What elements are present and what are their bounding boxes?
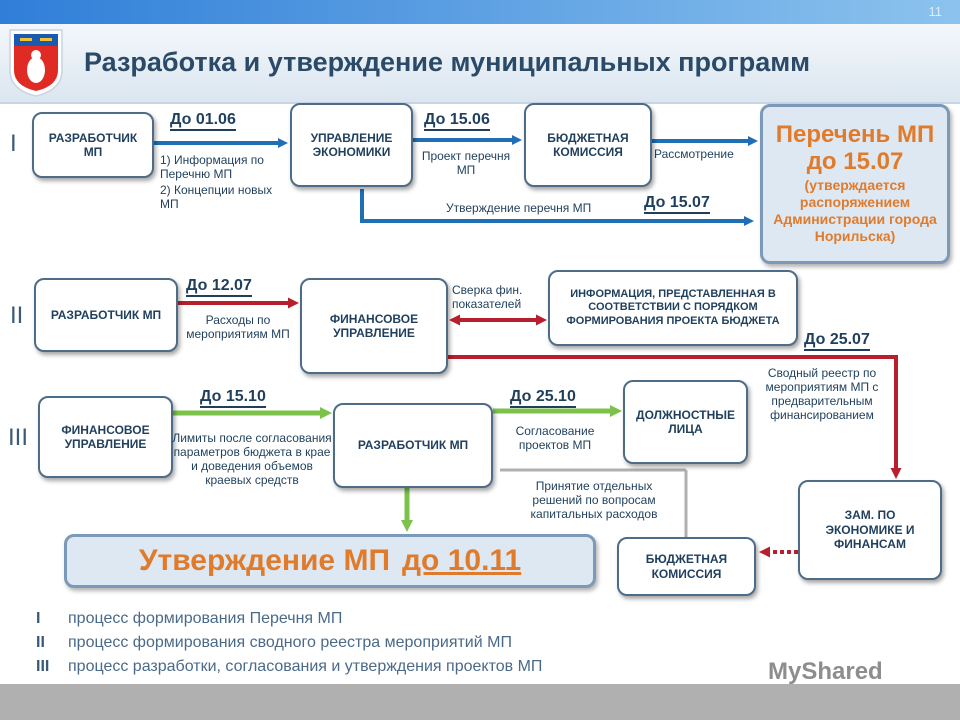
stage-1-label: I	[10, 130, 17, 157]
s2-expenses-label: Расходы по мероприятиям МП	[186, 313, 290, 341]
s3-final-prefix: Утверждение МП	[138, 544, 391, 577]
s2-developer-box: РАЗРАБОТЧИК МП	[34, 278, 178, 352]
s2-check-label: Сверка фин. показателей	[452, 283, 523, 311]
s1-info-item-1: 1) Информация по Перечню МП	[160, 153, 264, 181]
s1-date-1507: До 15.07	[644, 194, 710, 214]
legend-row-2	[36, 634, 512, 652]
s3-agree-label: Согласование проектов МП	[515, 424, 595, 452]
slide-number: 11	[928, 4, 942, 19]
s3-decisions-label: Принятие отдельных решений по вопросам капитальных расходов	[530, 479, 658, 521]
s1-result-subtitle: (утверждается распоряжением Администрации города Норильска)	[773, 177, 937, 244]
s3-developer-box: РАЗРАБОТЧИК МП	[333, 403, 493, 488]
s1-date-1506: До 15.06	[424, 111, 490, 131]
s3-limits-label: Лимиты после согласования параметров бюджета в крае и доведения объемов краевых средств	[172, 431, 332, 487]
s3-officials-box: ДОЛЖНОСТНЫЕ ЛИЦА	[623, 380, 748, 464]
s3-final-approval-box	[64, 534, 596, 588]
s1-budget-commission-box: БЮДЖЕТНАЯ КОМИССИЯ	[524, 103, 652, 187]
stage-3-label: III	[8, 424, 29, 451]
s1-result-box	[760, 104, 950, 264]
legend-row-1	[36, 610, 342, 628]
s2-registry-label: Сводный реестр по мероприятиям МП с предварительным финансированием	[765, 366, 879, 422]
s3-deputy-box: ЗАМ. ПО ЭКОНОМИКЕ И ФИНАНСАМ	[798, 480, 942, 580]
s2-info-box: ИНФОРМАЦИЯ, ПРЕДСТАВЛЕННАЯ В СООТВЕТСТВИИ С ПОРЯДКОМ ФОРМИРОВАНИЯ ПРОЕКТА БЮДЖЕТА	[548, 270, 798, 346]
legend-num-1: I	[36, 610, 41, 627]
legend-text-1: процесс формирования Перечня МП	[68, 610, 343, 627]
stage-2-label: II	[10, 302, 24, 329]
s1-developer-box: РАЗРАБОТЧИК МП	[32, 112, 154, 178]
s1-info-item-2: 2) Концепции новых МП	[160, 183, 273, 211]
legend-num-3: III	[36, 658, 50, 675]
s2-finance-box: ФИНАНСОВОЕ УПРАВЛЕНИЕ	[300, 278, 448, 374]
s1-approve-list-label: Утверждение перечня МП	[446, 201, 592, 215]
bottom-bar	[0, 684, 960, 720]
s1-review-label: Рассмотрение	[654, 147, 734, 161]
s3-budget-commission-box: БЮДЖЕТНАЯ КОМИССИЯ	[617, 537, 756, 596]
s2-date-2507: До 25.07	[804, 331, 870, 351]
page-title: Разработка и утверждение муниципальных программ	[84, 47, 811, 77]
legend-text-3: процесс разработки, согласования и утверждения проектов МП	[68, 658, 543, 675]
s1-project-label: Проект перечня МП	[421, 149, 511, 177]
legend-text-2: процесс формирования сводного реестра мероприятий МП	[68, 634, 512, 651]
s1-date-0106: До 01.06	[170, 111, 236, 131]
s2-date-1207: До 12.07	[186, 277, 252, 297]
s1-result-title: Перечень МП до 15.07	[775, 121, 935, 175]
s3-date-1510: До 15.10	[200, 388, 266, 408]
watermark: MyShared	[768, 658, 883, 685]
legend-row-3	[36, 658, 542, 676]
legend-num-2: II	[36, 634, 45, 651]
s1-economy-box: УПРАВЛЕНИЕ ЭКОНОМИКИ	[290, 103, 413, 187]
s3-finance-box: ФИНАНСОВОЕ УПРАВЛЕНИЕ	[38, 396, 173, 478]
s3-date-2510: До 25.10	[510, 388, 576, 408]
s3-final-date: до 10.11	[402, 544, 522, 577]
